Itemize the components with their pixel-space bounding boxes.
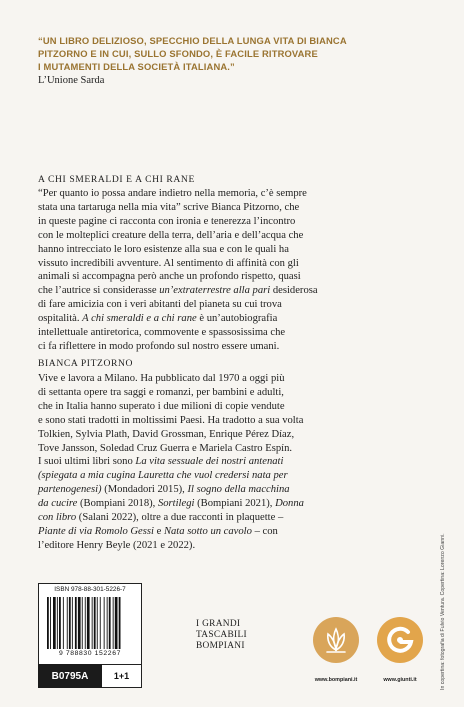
product-code: B0795A	[38, 664, 102, 688]
cover-credits	[440, 533, 450, 690]
barcode-box	[38, 583, 142, 688]
synopsis-text	[38, 187, 428, 354]
synopsis-line: “Per quanto io possa andare indietro nella memoria, c’è sempre	[38, 188, 307, 199]
author-bio-line: Vive e lavora a Milano. Ha pubblicato dal 1970 a oggi più	[38, 373, 285, 384]
quote-line: “UN LIBRO DELIZIOSO, SPECCHIO DELLA LUNGA VITA DI BIANCA	[38, 35, 347, 46]
author-bio-line: e sono stati tradotti in moltissimi Paesi. Ha tradotto a sua volta	[38, 414, 304, 426]
product-count: 1+1	[102, 664, 142, 688]
synopsis-line: stata una tartaruga nella mia vita” scrive Bianca Pitzorno, che	[38, 201, 300, 213]
author-bio-line: (spiegata a mia cugina Lauretta che vuol credersi nata per	[38, 470, 288, 482]
author-bio-line: da cucire (Bompiani 2018), Sortilegi (Bompiani 2021), Donna	[38, 498, 304, 510]
giunti-g-icon	[377, 617, 423, 663]
synopsis-line: ospitalità. A chi smeraldi e a chi rane è un’autobiografia	[38, 313, 278, 325]
author-bio-line: Piante di via Romolo Gessi e Nata sotto un cavolo – con	[38, 525, 278, 537]
synopsis-line: vissuto incredibili avventure. Al sentimento di affinità con gli	[38, 257, 299, 269]
series-line: BOMPIANI	[196, 641, 245, 652]
synopsis-line: con le molteplici creature della terra, dell’aria e dell’acqua che	[38, 229, 304, 241]
quote-source: L’Unione Sarda	[38, 75, 105, 86]
series-line: TASCABILI	[196, 630, 247, 641]
synopsis-line: intellettuale antiretorica, commovente e spassosissima che	[38, 327, 286, 339]
cover-credits-text: In copertina: fotografia di Fulvio Ventura. Copertina: Lorenzo Gianni.	[440, 533, 446, 690]
press-quote	[38, 34, 438, 74]
synopsis-line: di fare amicizia con i veri abitanti del pianeta su cui trova	[38, 299, 282, 311]
barcode-icon	[45, 597, 135, 649]
series-name	[196, 619, 286, 653]
author-bio-line: che in Italia hanno superato i due milioni di copie vendute	[38, 400, 285, 412]
author-bio-text	[38, 372, 428, 553]
author-bio-line: di settanta opere tra saggi e romanzi, per bambini e adulti,	[38, 386, 284, 398]
isbn-label: ISBN 978-88-301-5226-7	[54, 586, 126, 593]
product-code-row	[38, 664, 142, 688]
giunti-url: www.giunti.it	[383, 677, 417, 683]
synopsis-line: animali si accompagna però anche un profondo rispetto, quasi	[38, 271, 301, 283]
quote-line: PITZORNO E IN CUI, SULLO SFONDO, È FACILE RITROVARE	[38, 48, 318, 60]
author-bio-line: partenogenesi) (Mondadori 2015), Il sogno della macchina	[38, 484, 290, 496]
synopsis-line: hanno intrecciato le loro esistenze alla sua e con le quali ha	[38, 243, 289, 255]
author-bio-line: Tove Jansson, Soledad Cruz Guerra e Mariela Castro Espín.	[38, 442, 293, 454]
bompiani-url: www.bompiani.it	[314, 677, 358, 683]
series-line: I GRANDI	[196, 619, 241, 629]
author-heading: BIANCA PITZORNO	[38, 358, 134, 369]
author-bio-line: l’editore Henry Beyle (2021 e 2022).	[38, 539, 196, 551]
author-bio-line: I suoi ultimi libri sono La vita sessuale dei nostri antenati	[38, 456, 284, 468]
synopsis-line: che l’autrice si considerasse un’extraterrestre alla pari desiderosa	[38, 285, 318, 297]
author-bio-line: Tolkien, Sylvia Plath, David Grossman, Enrique Pérez Díaz,	[38, 428, 295, 440]
synopsis-line: ci fa riflettere in modo profondo sul nostro essere umani.	[38, 340, 280, 352]
bompiani-flower-icon	[313, 617, 359, 663]
synopsis-line: in queste pagine ci racconta con ironia e tenerezza l’incontro	[38, 215, 296, 227]
barcode-digits: 9 788830 152267	[59, 650, 121, 657]
quote-line: I MUTAMENTI DELLA SOCIETÀ ITALIANA.”	[38, 61, 235, 73]
author-bio-line: con libro (Salani 2022), oltre a due racconti in plaquette –	[38, 512, 284, 524]
book-title-heading: A CHI SMERALDI E A CHI RANE	[38, 174, 195, 185]
